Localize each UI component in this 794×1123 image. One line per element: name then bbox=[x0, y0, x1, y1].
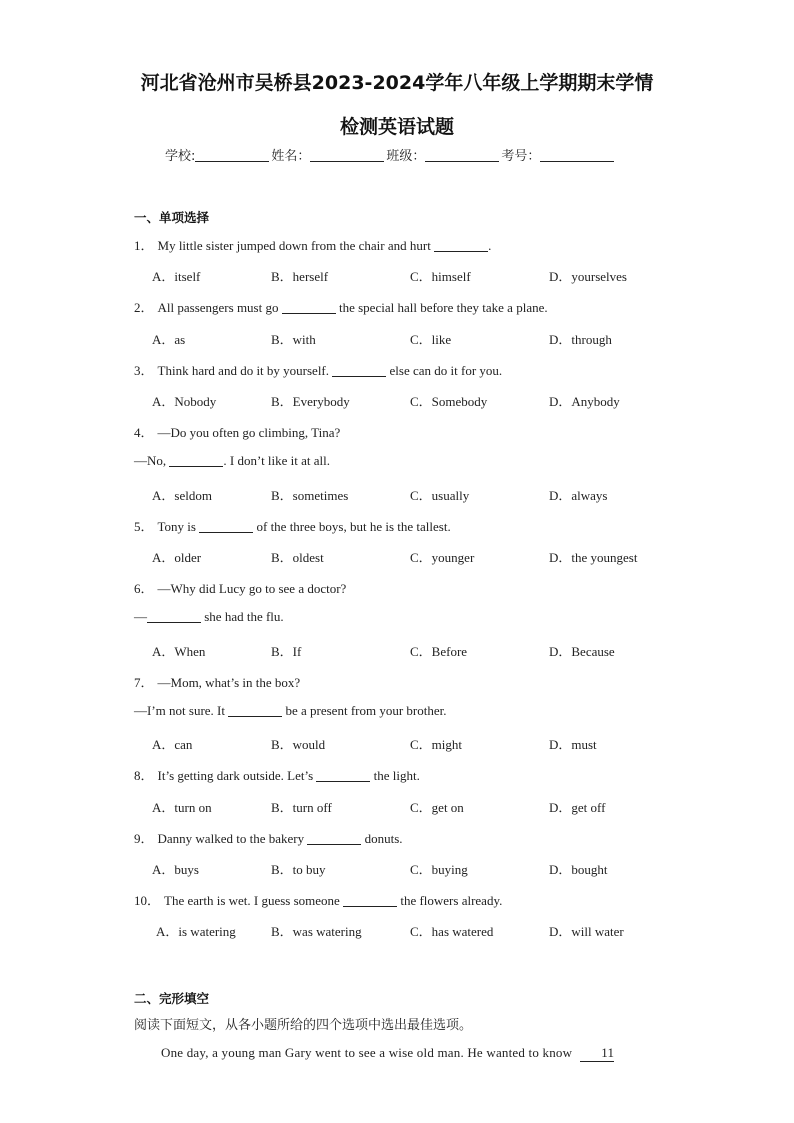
question-text-end: the special hall before they take a plane. bbox=[335, 300, 548, 315]
question-text: It’s getting dark outside. Let’s bbox=[157, 768, 317, 783]
question-number: 1． bbox=[134, 238, 154, 253]
name-label: 姓名： bbox=[271, 149, 311, 164]
question-number: 4． bbox=[134, 425, 154, 440]
question-text: All passengers must go bbox=[157, 300, 282, 315]
option-d[interactable]: D．Anybody bbox=[549, 394, 620, 409]
option-a[interactable]: A．as bbox=[152, 332, 186, 347]
question-5 bbox=[134, 516, 451, 535]
question-text: —I’m not sure. It bbox=[134, 703, 229, 718]
option-a[interactable]: A．can bbox=[152, 737, 193, 752]
options-row-9 bbox=[134, 859, 694, 877]
option-d[interactable]: D．get off bbox=[549, 800, 606, 815]
option-c[interactable]: C．buying bbox=[410, 862, 468, 877]
name-blank[interactable] bbox=[310, 148, 384, 162]
options-row-7 bbox=[134, 734, 694, 752]
options-row-1 bbox=[134, 266, 694, 284]
answer-blank bbox=[228, 704, 282, 717]
option-c[interactable]: C．like bbox=[410, 332, 452, 347]
passage-text: One day, a young man Gary went to see a wise old man. He wanted to know bbox=[161, 1045, 573, 1060]
option-c[interactable]: C．himself bbox=[410, 269, 471, 284]
option-c[interactable]: C．has watered bbox=[410, 924, 494, 939]
question-text-end: the flowers already. bbox=[397, 893, 503, 908]
options-row-6 bbox=[134, 641, 694, 659]
question-text-end: of the three boys, but he is the tallest. bbox=[253, 519, 451, 534]
option-b[interactable]: B．turn off bbox=[271, 800, 332, 815]
option-a[interactable]: A．Nobody bbox=[152, 394, 217, 409]
question-text-end: else can do it for you. bbox=[386, 363, 503, 378]
student-info-row bbox=[165, 145, 616, 164]
question-text-end: . I don’t like it at all. bbox=[223, 453, 331, 468]
question-text-end: . bbox=[488, 238, 492, 253]
option-b[interactable]: B．sometimes bbox=[271, 488, 349, 503]
answer-blank bbox=[434, 239, 488, 252]
question-text-end: be a present from your brother. bbox=[282, 703, 447, 718]
question-number: 5． bbox=[134, 519, 154, 534]
answer-blank bbox=[307, 832, 361, 845]
answer-blank bbox=[169, 454, 223, 467]
question-text: — bbox=[134, 609, 147, 624]
exam-title-line2: 检测英语试题 bbox=[339, 116, 454, 138]
option-a[interactable]: A．turn on bbox=[152, 800, 212, 815]
option-a[interactable]: A．itself bbox=[152, 269, 201, 284]
option-b[interactable]: B．Everybody bbox=[271, 394, 350, 409]
question-text: —No, bbox=[134, 453, 170, 468]
option-a[interactable]: A．older bbox=[152, 550, 202, 565]
option-d[interactable]: D．through bbox=[549, 332, 612, 347]
section-2-title: 二、完形填空 bbox=[134, 991, 210, 1006]
options-row-8 bbox=[134, 797, 694, 815]
option-a[interactable]: A．When bbox=[152, 644, 206, 659]
question-7 bbox=[134, 672, 300, 691]
question-7-line2 bbox=[134, 703, 447, 719]
options-row-10 bbox=[134, 921, 694, 939]
question-6-line2 bbox=[134, 609, 284, 625]
answer-blank bbox=[282, 301, 336, 314]
question-10 bbox=[134, 890, 502, 909]
option-b[interactable]: B．with bbox=[271, 332, 316, 347]
option-b[interactable]: B．was watering bbox=[271, 924, 362, 939]
question-1 bbox=[134, 235, 491, 254]
option-c[interactable]: C．might bbox=[410, 737, 463, 752]
exam-title-line1: 河北省沧州市吴桥县2023-2024学年八年级上学期期末学情 bbox=[140, 72, 654, 94]
options-row-4 bbox=[134, 485, 694, 503]
question-number: 3． bbox=[134, 363, 154, 378]
option-d[interactable]: D．will water bbox=[549, 924, 624, 939]
option-d[interactable]: D．the youngest bbox=[549, 550, 638, 565]
question-number: 7． bbox=[134, 675, 154, 690]
option-d[interactable]: D．always bbox=[549, 488, 608, 503]
class-blank[interactable] bbox=[425, 148, 499, 162]
question-8 bbox=[134, 765, 420, 784]
option-d[interactable]: D．yourselves bbox=[549, 269, 627, 284]
cloze-blank-11: 11 bbox=[580, 1045, 614, 1062]
option-d[interactable]: D．bought bbox=[549, 862, 608, 877]
answer-blank bbox=[199, 520, 253, 533]
question-text: —Do you often go climbing, Tina? bbox=[157, 425, 341, 440]
cloze-passage bbox=[161, 1045, 614, 1062]
options-row-2 bbox=[134, 329, 694, 347]
answer-blank bbox=[147, 610, 201, 623]
option-b[interactable]: B．would bbox=[271, 737, 326, 752]
question-text-end: the light. bbox=[370, 768, 420, 783]
option-d[interactable]: D．must bbox=[549, 737, 597, 752]
option-c[interactable]: C．Before bbox=[410, 644, 468, 659]
question-number: 9． bbox=[134, 831, 154, 846]
question-text: Danny walked to the bakery bbox=[157, 831, 308, 846]
option-c[interactable]: C．usually bbox=[410, 488, 470, 503]
question-4-line2 bbox=[134, 453, 330, 469]
option-a[interactable]: A．is watering bbox=[156, 924, 236, 939]
question-text-end: she had the flu. bbox=[201, 609, 284, 624]
exam-no-blank[interactable] bbox=[540, 148, 614, 162]
option-c[interactable]: C．younger bbox=[410, 550, 475, 565]
options-row-3 bbox=[134, 391, 694, 409]
question-4 bbox=[134, 422, 340, 441]
question-text: My little sister jumped down from the chair and hurt bbox=[157, 238, 435, 253]
school-label: 学校: bbox=[165, 149, 196, 164]
options-row-5 bbox=[134, 547, 694, 565]
option-c[interactable]: C．get on bbox=[410, 800, 464, 815]
question-number: 10． bbox=[134, 893, 161, 908]
question-text: Think hard and do it by yourself. bbox=[157, 363, 333, 378]
option-b[interactable]: B．If bbox=[271, 644, 302, 659]
section-1-title: 一、单项选择 bbox=[134, 210, 210, 225]
option-b[interactable]: B．to buy bbox=[271, 862, 326, 877]
question-6 bbox=[134, 578, 346, 597]
question-number: 6． bbox=[134, 581, 154, 596]
option-a[interactable]: A．seldom bbox=[152, 488, 212, 503]
question-2 bbox=[134, 297, 548, 316]
option-b[interactable]: B．oldest bbox=[271, 550, 324, 565]
option-c[interactable]: C．Somebody bbox=[410, 394, 488, 409]
option-d[interactable]: D．Because bbox=[549, 644, 615, 659]
question-text-end: donuts. bbox=[361, 831, 403, 846]
question-3 bbox=[134, 360, 502, 379]
option-a[interactable]: A．buys bbox=[152, 862, 199, 877]
class-label: 班级： bbox=[386, 149, 426, 164]
exam-no-label: 考号： bbox=[501, 149, 541, 164]
question-text: —Why did Lucy go to see a doctor? bbox=[157, 581, 347, 596]
question-number: 2． bbox=[134, 300, 154, 315]
question-text: The earth is wet. I guess someone bbox=[164, 893, 344, 908]
school-blank[interactable] bbox=[195, 148, 269, 162]
answer-blank bbox=[316, 769, 370, 782]
question-number: 8． bbox=[134, 768, 154, 783]
answer-blank bbox=[343, 894, 397, 907]
section-2-instruction: 阅读下面短文，从各小题所给的四个选项中选出最佳选项。 bbox=[134, 1018, 473, 1033]
answer-blank bbox=[332, 364, 386, 377]
question-text: Tony is bbox=[157, 519, 200, 534]
option-b[interactable]: B．herself bbox=[271, 269, 329, 284]
question-text: —Mom, what’s in the box? bbox=[157, 675, 301, 690]
question-9 bbox=[134, 828, 403, 847]
